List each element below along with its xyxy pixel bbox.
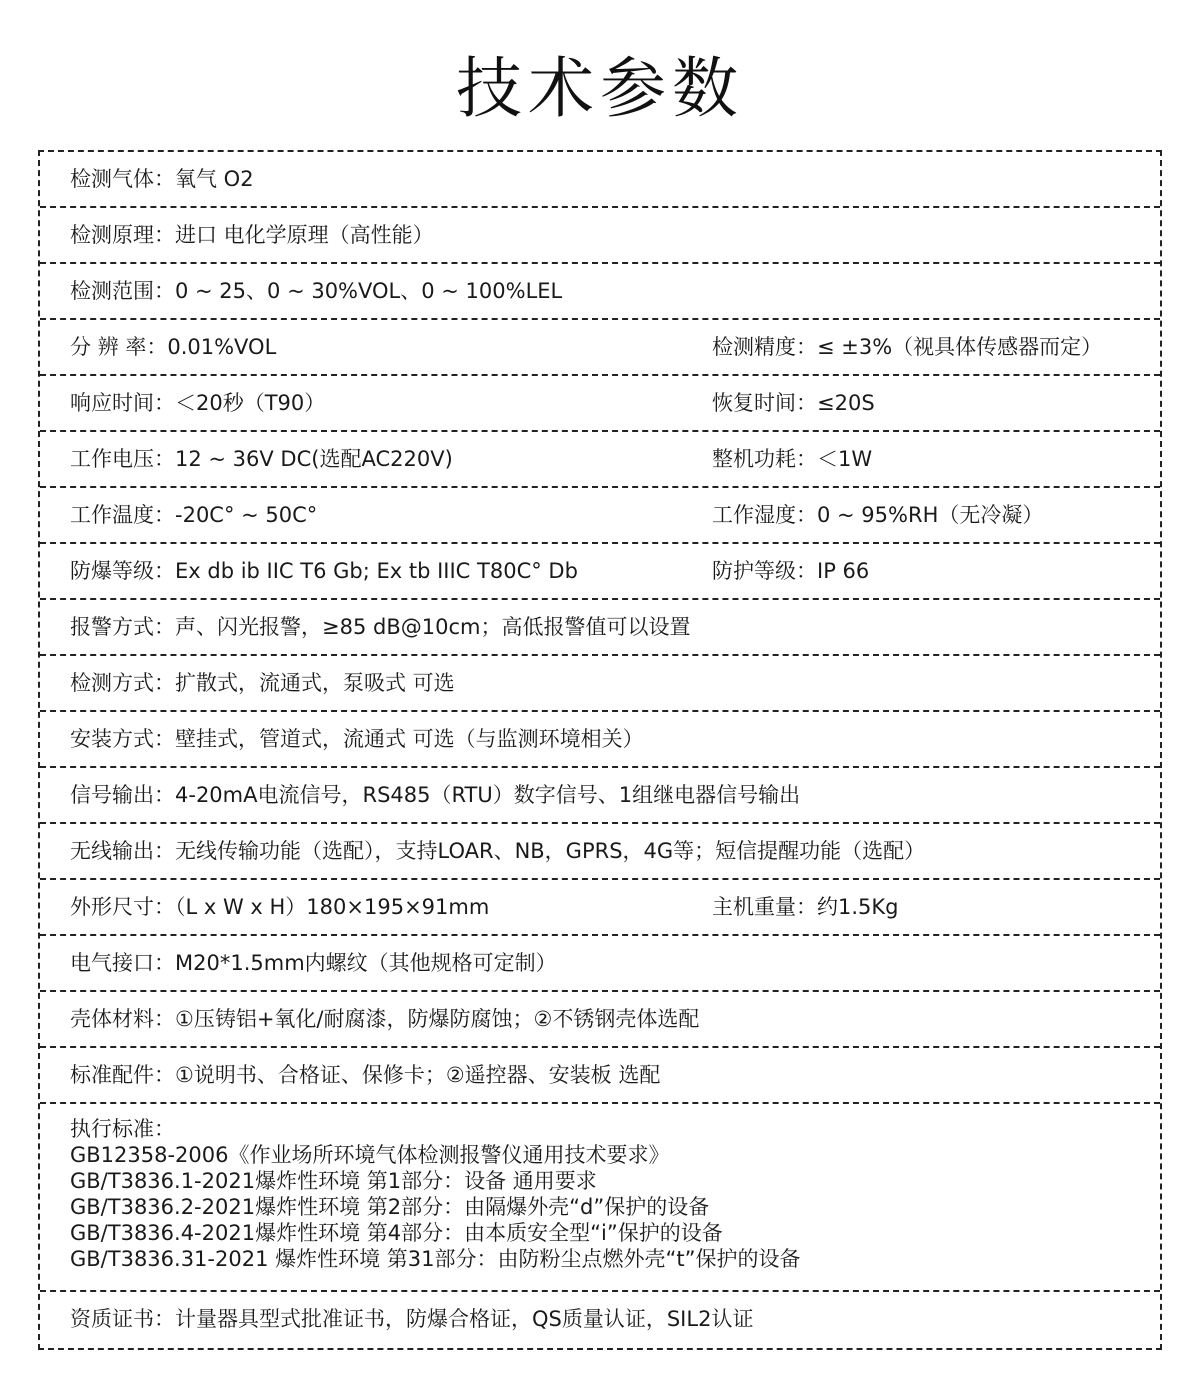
spec-accuracy: 检测精度：≤ ±3%（视具体传感器而定） xyxy=(712,335,1103,359)
standards-heading: 执行标准： xyxy=(70,1117,175,1141)
spec-dimensions: 外形尺寸：（L x W x H）180×195×91mm xyxy=(70,895,490,919)
table-row xyxy=(40,208,1160,264)
table-row xyxy=(40,992,1160,1048)
spec-wireless-output: 无线输出：无线传输功能（选配），支持LOAR、NB，GPRS，4G等；短信提醒功能（选配） xyxy=(70,839,926,863)
spec-signal-output: 信号输出：4-20mA电流信号，RS485（RTU）数字信号、1组继电器信号输出 xyxy=(70,783,801,807)
table-row xyxy=(40,1048,1160,1104)
table-row xyxy=(40,880,1160,936)
page-title: 技术参数 xyxy=(456,50,744,127)
table-row xyxy=(40,1292,1160,1348)
table-row xyxy=(40,936,1160,992)
spec-gas: 检测气体：氧气 O2 xyxy=(70,167,254,191)
table-row xyxy=(40,376,1160,432)
spec-electrical-interface: 电气接口：M20*1.5mm内螺纹（其他规格可定制） xyxy=(70,951,557,975)
table-row xyxy=(40,432,1160,488)
spec-response-time: 响应时间：＜20秒（T90） xyxy=(70,391,326,415)
spec-installation: 安装方式：壁挂式，管道式，流通式 可选（与监测环境相关） xyxy=(70,727,644,751)
spec-temperature: 工作温度：-20C° ~ 50C° xyxy=(70,503,318,527)
spec-weight: 主机重量：约1.5Kg xyxy=(712,895,899,919)
spec-protection-rating: 防护等级：IP 66 xyxy=(712,559,870,583)
spec-table xyxy=(38,150,1162,1350)
standard-item: GB/T3836.31-2021 爆炸性环境 第31部分：由防粉尘点燃外壳“t”保护的设备 xyxy=(70,1247,801,1271)
standard-item: GB/T3836.4-2021爆炸性环境 第4部分：由本质安全型“i”保护的设备 xyxy=(70,1221,723,1245)
spec-alarm: 报警方式：声、闪光报警，≥85 dB@10cm；高低报警值可以设置 xyxy=(70,615,691,639)
standards-block xyxy=(70,1116,801,1272)
spec-humidity: 工作湿度：0 ~ 95%RH（无冷凝） xyxy=(712,503,1044,527)
spec-certificates: 资质证书：计量器具型式批准证书，防爆合格证，QS质量认证，SIL2认证 xyxy=(70,1307,754,1331)
table-row xyxy=(40,824,1160,880)
standard-item: GB/T3836.1-2021爆炸性环境 第1部分：设备 通用要求 xyxy=(70,1169,597,1193)
spec-accessories: 标准配件：①说明书、合格证、保修卡；②遥控器、安装板 选配 xyxy=(70,1063,661,1087)
spec-explosion-rating: 防爆等级：Ex db ib IIC T6 Gb; Ex tb IIIC T80C° Db xyxy=(70,559,578,583)
standard-item: GB12358-2006《作业场所环境气体检测报警仪通用技术要求》 xyxy=(70,1143,670,1167)
table-row xyxy=(40,488,1160,544)
table-row xyxy=(40,264,1160,320)
spec-power: 整机功耗：＜1W xyxy=(712,447,873,471)
spec-housing-material: 壳体材料：①压铸铝+氧化/耐腐漆，防爆防腐蚀；②不锈钢壳体选配 xyxy=(70,1007,700,1031)
table-row xyxy=(40,600,1160,656)
table-row xyxy=(40,768,1160,824)
table-row-standards xyxy=(40,1104,1160,1292)
table-row xyxy=(40,320,1160,376)
spec-principle: 检测原理：进口 电化学原理（高性能） xyxy=(70,223,434,247)
table-row xyxy=(40,712,1160,768)
table-row xyxy=(40,656,1160,712)
spec-detection-mode: 检测方式：扩散式，流通式，泵吸式 可选 xyxy=(70,671,455,695)
table-row xyxy=(40,544,1160,600)
spec-resolution: 分 辨 率：0.01%VOL xyxy=(70,335,277,359)
standard-item: GB/T3836.2-2021爆炸性环境 第2部分：由隔爆外壳“d”保护的设备 xyxy=(70,1195,710,1219)
table-row xyxy=(40,152,1160,208)
spec-voltage: 工作电压：12 ~ 36V DC(选配AC220V) xyxy=(70,447,453,471)
spec-range: 检测范围：0 ~ 25、0 ~ 30%VOL、0 ~ 100%LEL xyxy=(70,279,563,303)
spec-recovery-time: 恢复时间：≤20S xyxy=(712,391,875,415)
